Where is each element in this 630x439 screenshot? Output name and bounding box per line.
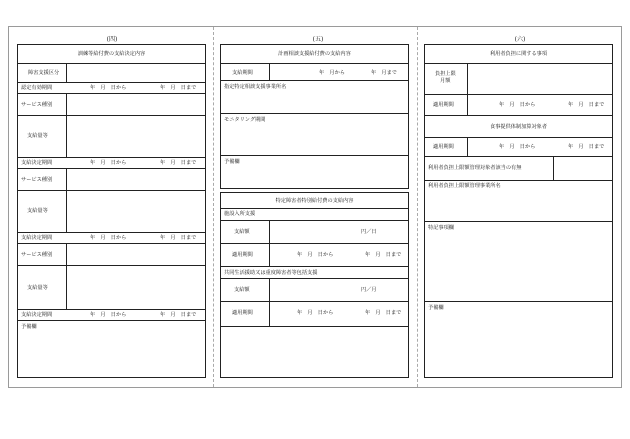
fold-line-left [213, 27, 214, 387]
applied-period-label: 適用期間 [433, 144, 454, 150]
applied-period-from: 年 月 日から [499, 144, 536, 150]
fold-line-right [417, 27, 418, 387]
pay-period-from: 年 月から [319, 70, 345, 76]
panel-consultation-support [220, 44, 409, 189]
panel-special-benefits [220, 192, 409, 378]
special-notes-label: 特記事項欄 [428, 225, 454, 231]
amount-label: 支給量等 [27, 133, 48, 139]
decision-period-label: 支給決定期間 [21, 312, 53, 318]
applied-period-label: 適用期間 [232, 252, 253, 258]
disability-class-label: 障害支援区分 [28, 70, 60, 76]
designated-office-label: 指定特定相談支援事業所名 [224, 84, 287, 90]
service-type-label: サービス種別 [21, 177, 53, 183]
cap-mgmt-target-label: 利用者負担上限額管理対象者該当の有無 [428, 165, 522, 171]
panel-title: 特定障害者特別給付費の支給内容 [275, 198, 354, 204]
reserve-label: 予備欄 [428, 305, 444, 311]
applied-period-from: 年 月 日から [297, 252, 334, 258]
applied-period-to: 年 月 日まで [568, 102, 605, 108]
decision-period-to: 年 月 日まで [160, 235, 197, 241]
service-type-label: サービス種別 [21, 102, 53, 108]
per-month-unit: 円／月 [361, 287, 377, 293]
applied-period-label: 適用期間 [232, 310, 253, 316]
amount-label: 支給量等 [27, 208, 48, 214]
facility-label: 施設入所支援 [224, 211, 256, 217]
pay-period-to: 年 月まで [371, 70, 397, 76]
panel-training-benefits [17, 44, 206, 378]
applied-period-from: 年 月 日から [297, 310, 334, 316]
applied-period-to: 年 月 日まで [365, 252, 402, 258]
decision-period-label: 支給決定期間 [21, 160, 53, 166]
applied-period-label: 適用期間 [433, 102, 454, 108]
decision-period-from: 年 月 日から [90, 235, 127, 241]
reserve-label: 予備欄 [21, 324, 37, 330]
applied-period-to: 年 月 日まで [568, 144, 605, 150]
panel-title: 利用者負担に関する事項 [489, 51, 548, 57]
monthly-label: 月額 [440, 78, 451, 84]
meal-provision-title: 食事提供体制加算対象者 [489, 124, 548, 130]
section-numeral-four: (四) [106, 36, 118, 43]
panel-title: 訓練等給付費の支給決定内容 [77, 51, 146, 57]
cap-mgmt-office-label: 利用者負担上限額管理事業所名 [428, 183, 501, 189]
decision-period-label: 支給決定期間 [21, 235, 53, 241]
pay-amount-label: 支給額 [234, 287, 250, 293]
reserve-label: 予備欄 [224, 159, 240, 165]
amount-label: 支給量等 [27, 285, 48, 291]
panel-title: 計画相談支援給付費の支給内容 [278, 51, 351, 57]
cert-period-from: 年 月 日から [90, 85, 127, 91]
pay-period-label: 支給期間 [232, 70, 253, 76]
cert-period-to: 年 月 日まで [160, 85, 197, 91]
service-type-label: サービス種別 [21, 252, 53, 258]
monitoring-label: モニタリング期間 [224, 117, 266, 123]
panel-user-burden [424, 44, 613, 378]
section-numeral-five: (五) [312, 36, 324, 43]
decision-period-from: 年 月 日から [90, 160, 127, 166]
per-day-unit: 円／日 [361, 229, 377, 235]
decision-period-to: 年 月 日まで [160, 312, 197, 318]
decision-period-from: 年 月 日から [90, 312, 127, 318]
cert-period-label: 認定有効期間 [21, 85, 53, 91]
burden-limit-label: 負担上限 [435, 71, 456, 77]
section-numeral-six: (六) [514, 36, 526, 43]
applied-period-from: 年 月 日から [499, 102, 536, 108]
pay-amount-label: 支給額 [234, 229, 250, 235]
group-home-label: 共同生活援助又は重度障害者等包括支援 [224, 270, 318, 276]
decision-period-to: 年 月 日まで [160, 160, 197, 166]
applied-period-to: 年 月 日まで [365, 310, 402, 316]
